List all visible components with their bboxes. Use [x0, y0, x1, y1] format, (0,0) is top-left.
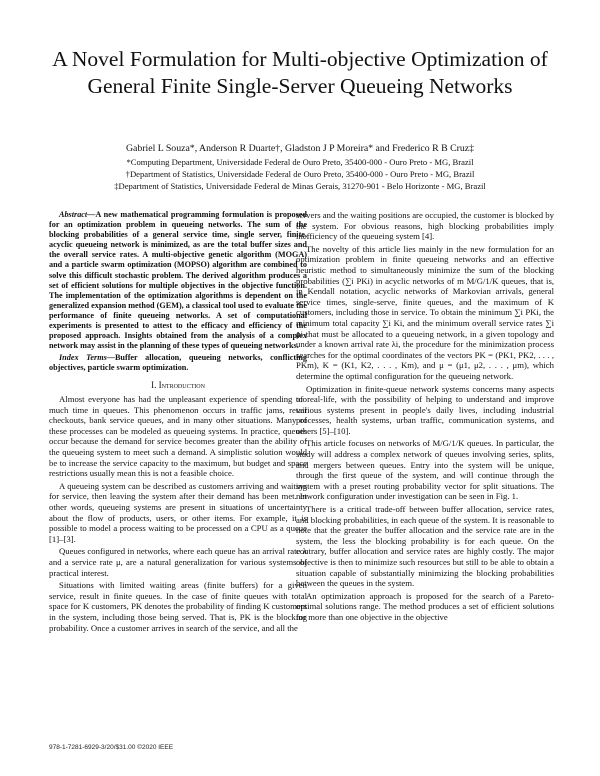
paragraph: Situations with limited waiting areas (finite buffers) for a given service, result in finite queues. In the case of finite queues with total space for K customers, PK denotes the probability of finding K customers in the system, including those being served. That is, PK is the blocking probability. Once a customer arrives in search of the service, and all the: [49, 580, 307, 633]
index-terms: [49, 353, 307, 373]
author-list: Gabriel L Souza*, Anderson R Duarte†, Gladston J P Moreira* and Frederico R B Cruz‡: [125, 143, 475, 154]
paragraph: An optimization approach is proposed for the search of a Pareto-optimal solutions range. The method produces a set of efficient solutions for more than one objective in the objective: [296, 590, 554, 622]
paragraph: Almost everyone has had the unpleasant experience of spending too much time in queues. This phenomenon occurs in traffic jams, retail checkouts, bank service queues, and in many other situations. Many of these processes can be modeled as queueing systems. In practice, queues occur because the demand for service becomes greater than the ability of the queueing system to meet such a demand. A simplistic solution would be to increase the service capacity to the maximum, but budget and space restrictions usually mean this is not a feasible choice.: [49, 394, 307, 479]
affiliation-3: ‡Department of Statistics, Universidade Federal de Minas Gerais, 31270-901 - Belo Horizonte - MG, Brazil: [114, 181, 486, 191]
paper-title: A Novel Formulation for Multi-objective Optimization of General Finite Single-Server Queueing Networks: [52, 47, 548, 98]
paragraph: Queues configured in networks, where each queue has an arrival rate λ and a service rate μ, are a natural generalization for various systems of practical interest.: [49, 546, 307, 578]
paragraph: A queueing system can be described as customers arriving and waiting for service, then leaving the system after their demand has been met. In other words, queueing systems are present in situations of uncertainty about the flow of products, users, or other items. For example, it is possible to model a process waiting to be processed on a CPU as a queue [1]–[3].: [49, 480, 307, 544]
abstract: [49, 210, 307, 351]
abstract-label: Abstract—: [59, 210, 96, 219]
section-heading-introduction: I. Introduction: [151, 379, 205, 390]
paragraph: This article focuses on networks of M/G/1/K queues. In particular, the study will address a complex network of queues involving series, splits, and mergers between queues. Entry into the system will be unique, through the first queue of the system, and will continue through the system with a preset routing probability vector for split situations. The network configuration under investigation can be seen in Fig. 1.: [296, 438, 554, 502]
affiliation-1: *Computing Department, Universidade Federal de Ouro Preto, 35400-000 - Ouro Preto - MG, Brazil: [126, 157, 474, 167]
affiliation-2: †Department of Statistics, Universidade Federal de Ouro Preto, 35400-000 - Ouro Preto - MG, Brazil: [125, 169, 475, 179]
right-column: [296, 210, 554, 625]
paragraph: The novelty of this article lies mainly in the new formulation for an optimization problem in finite queueing networks and an effective heuristic method to simultaneously minimize the sum of the blocking probabilities (∑i PKi) in acyclic networks of m M/G/1/K queues, that is, in Kendall notation, acyclic networks of Markovian arrivals, general service times, single-serve, finite queues, and the maximum of K customers, including those in service. To obtain the minimum ∑i PKi, the minimum total capacity ∑i Ki, and the minimum overall service rates ∑i μi that must be allocated to a queueing network, in a given topology and under a known arrival rate λi, the procedure for the minimization process searches for the optimal coordinates of the vectors PK = (PK1, PK2, . . . , PKm), K = (K1, K2, . . . , Km), and μ = (μ1, μ2, . . . , μm), which determine the optimal configuration for the queueing network.: [296, 243, 554, 381]
copyright-footer: 978-1-7281-6929-3/20/$31.00 ©2020 IEEE: [49, 744, 174, 751]
paragraph: Optimization in finite-queue network systems concerns many aspects of real-life, with the possibility of helping to understand and improve various systems present in people's daily lives, including industrial processes, health systems, urban traffic, communication systems, and others [5]–[10].: [296, 383, 554, 436]
left-column: [49, 210, 307, 635]
paragraph: servers and the waiting positions are occupied, the customer is blocked by the system. For obvious reasons, high blocking probabilities imply inefficiency of the queueing system [4].: [296, 210, 554, 242]
paragraph: There is a critical trade-off between buffer allocation, service rates, and blocking probabilities, in each queue of the system. It is reasonable to note that the greater the buffer allocation and the service rate are in the system, the less the blocking probability is for each queue. On the contrary, buffer allocation and service rates are highly costly. The major objective is then to minimize such resources but still to be able to obtain a situation capable of substantially minimizing the blocking probabilities between the queues in the system.: [296, 504, 554, 589]
index-terms-text: Buffer allocation, queueing networks, conflicting objectives, particle swarm optimization.: [49, 353, 308, 373]
index-terms-label: Index Terms—: [59, 353, 115, 363]
abstract-text: A new mathematical programming formulation is proposed for an optimization problem in queueing networks. The sum of the blocking probabilities of a general service time, single server, finite, acyclic queueing network is minimized, as are the total buffer sizes and the overall service rates. A multi-objective genetic algorithm (MOGA) and a particle swarm optimization (MOPSO) algorithm are combined to solve this difficult stochastic problem. The derived algorithm produces a set of efficient solutions for multiple objectives in the objective function. The implementation of the optimization algorithms is dependent on the generalized expansion method (GEM), a classical tool used to evaluate the performance of finite queueing networks. A set of computational experiments is presented to attest to the efficacy and efficiency of the proposed approach. Insights obtained from the analysis of a complex network may assist in the planning of these types of queueing networks.: [49, 210, 307, 351]
